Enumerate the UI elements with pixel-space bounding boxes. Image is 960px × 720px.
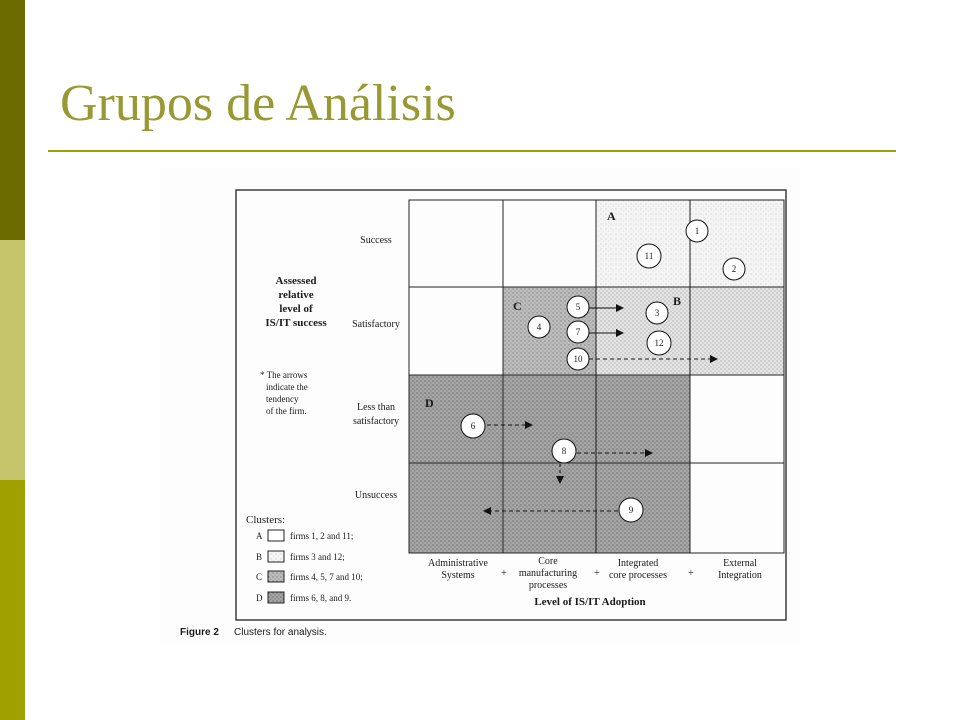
firm-number: 10 <box>573 354 583 364</box>
cluster-letter-a: A <box>607 209 616 223</box>
firm-circle <box>686 220 708 242</box>
note-line: of the firm. <box>266 406 307 416</box>
title-underline <box>48 150 896 152</box>
slide-title: Grupos de Análisis <box>60 75 456 132</box>
legend-letter: B <box>256 552 263 562</box>
legend-text: firms 4, 5, 7 and 10; <box>290 572 363 582</box>
cluster-diagram <box>160 168 800 644</box>
x-axis-title: Level of IS/IT Adoption <box>534 596 646 608</box>
legend-swatch <box>268 530 284 541</box>
cell-cluster-b <box>690 287 784 375</box>
firm-circle <box>567 348 589 370</box>
decor-bar-top <box>0 0 25 240</box>
col-label-core-manufacturing: manufacturing <box>518 568 578 579</box>
col-label-external-integration: External <box>723 558 757 569</box>
legend-swatch <box>268 592 284 603</box>
cell-cluster-d <box>596 375 690 463</box>
figure-caption-text: Clusters for analysis. <box>234 627 327 638</box>
legend-title: Clusters: <box>246 514 286 526</box>
firm-circle <box>461 414 485 438</box>
plus-sign: + <box>501 568 507 579</box>
cell-cluster-d <box>409 463 503 553</box>
firm-circle <box>637 244 661 268</box>
legend-letter: A <box>256 531 263 541</box>
col-label-integrated-core: Integrated <box>617 558 659 569</box>
firm-number: 12 <box>654 338 664 348</box>
firm-circle <box>528 316 550 338</box>
legend-letter: D <box>256 593 263 603</box>
firm-number: 11 <box>644 251 654 261</box>
col-label-external-integration: Integration <box>718 570 762 581</box>
legend-swatch <box>268 551 284 562</box>
col-label-core-manufacturing: Core <box>538 556 558 567</box>
legend-letter: C <box>256 572 263 582</box>
column-labels <box>428 556 762 591</box>
firm-circle <box>619 498 643 522</box>
col-label-integrated-core: core processes <box>608 570 668 581</box>
col-label-administrative-systems: Administrative <box>428 558 488 569</box>
plus-sign: + <box>688 568 694 579</box>
firm-number: 7 <box>575 327 581 337</box>
cell-cluster-d <box>503 463 596 553</box>
firm-number: 1 <box>694 226 700 236</box>
y-axis-title-line: level of <box>279 303 313 315</box>
note-line: * The arrows <box>260 370 308 380</box>
firm-circle <box>723 258 745 280</box>
legend-text: firms 3 and 12; <box>290 552 345 562</box>
firm-circle <box>567 321 589 343</box>
row-label-less-than-satisfactory: satisfactory <box>352 416 400 427</box>
clusters-legend <box>246 514 363 603</box>
col-label-core-manufacturing: processes <box>528 580 568 591</box>
decor-bar-middle <box>0 240 25 480</box>
col-label-administrative-systems: Systems <box>441 570 475 581</box>
firm-number: 2 <box>731 264 737 274</box>
cluster-letter-b: B <box>673 294 682 308</box>
cell-cluster-d <box>409 375 503 463</box>
row-labels <box>352 235 400 501</box>
firm-circle <box>552 439 576 463</box>
firm-number: 6 <box>470 421 476 431</box>
legend-text: firms 6, 8, and 9. <box>290 593 352 603</box>
legend-swatch <box>268 571 284 582</box>
note-line: tendency <box>266 394 299 404</box>
row-label-success: Success <box>360 235 392 246</box>
firm-number: 8 <box>561 446 567 456</box>
firm-number: 5 <box>575 302 581 312</box>
figure-image <box>160 168 800 644</box>
row-label-satisfactory: Satisfactory <box>352 319 400 330</box>
firm-number: 9 <box>628 505 634 515</box>
legend-text: firms 1, 2 and 11; <box>290 531 354 541</box>
y-axis-title-line: relative <box>278 289 314 301</box>
firm-number: 3 <box>654 308 660 318</box>
arrows-note <box>260 370 308 416</box>
y-axis-title-line: Assessed <box>275 275 317 287</box>
cluster-letter-d: D <box>425 396 434 410</box>
y-axis-title-line: IS/IT success <box>265 317 327 329</box>
note-line: indicate the <box>266 382 308 392</box>
figure-caption-label: Figure 2 <box>180 627 219 638</box>
firm-circle <box>647 331 671 355</box>
plus-sign: + <box>594 568 600 579</box>
firm-circle <box>646 302 668 324</box>
firm-number: 4 <box>536 322 542 332</box>
row-label-unsuccess: Unsuccess <box>354 490 398 501</box>
y-axis-title <box>265 275 327 329</box>
decor-bar-bottom <box>0 480 25 720</box>
cluster-letter-c: C <box>513 299 522 313</box>
cell-cluster-d <box>503 375 596 463</box>
firm-circle <box>567 296 589 318</box>
row-label-less-than-satisfactory: Less than <box>356 402 396 413</box>
